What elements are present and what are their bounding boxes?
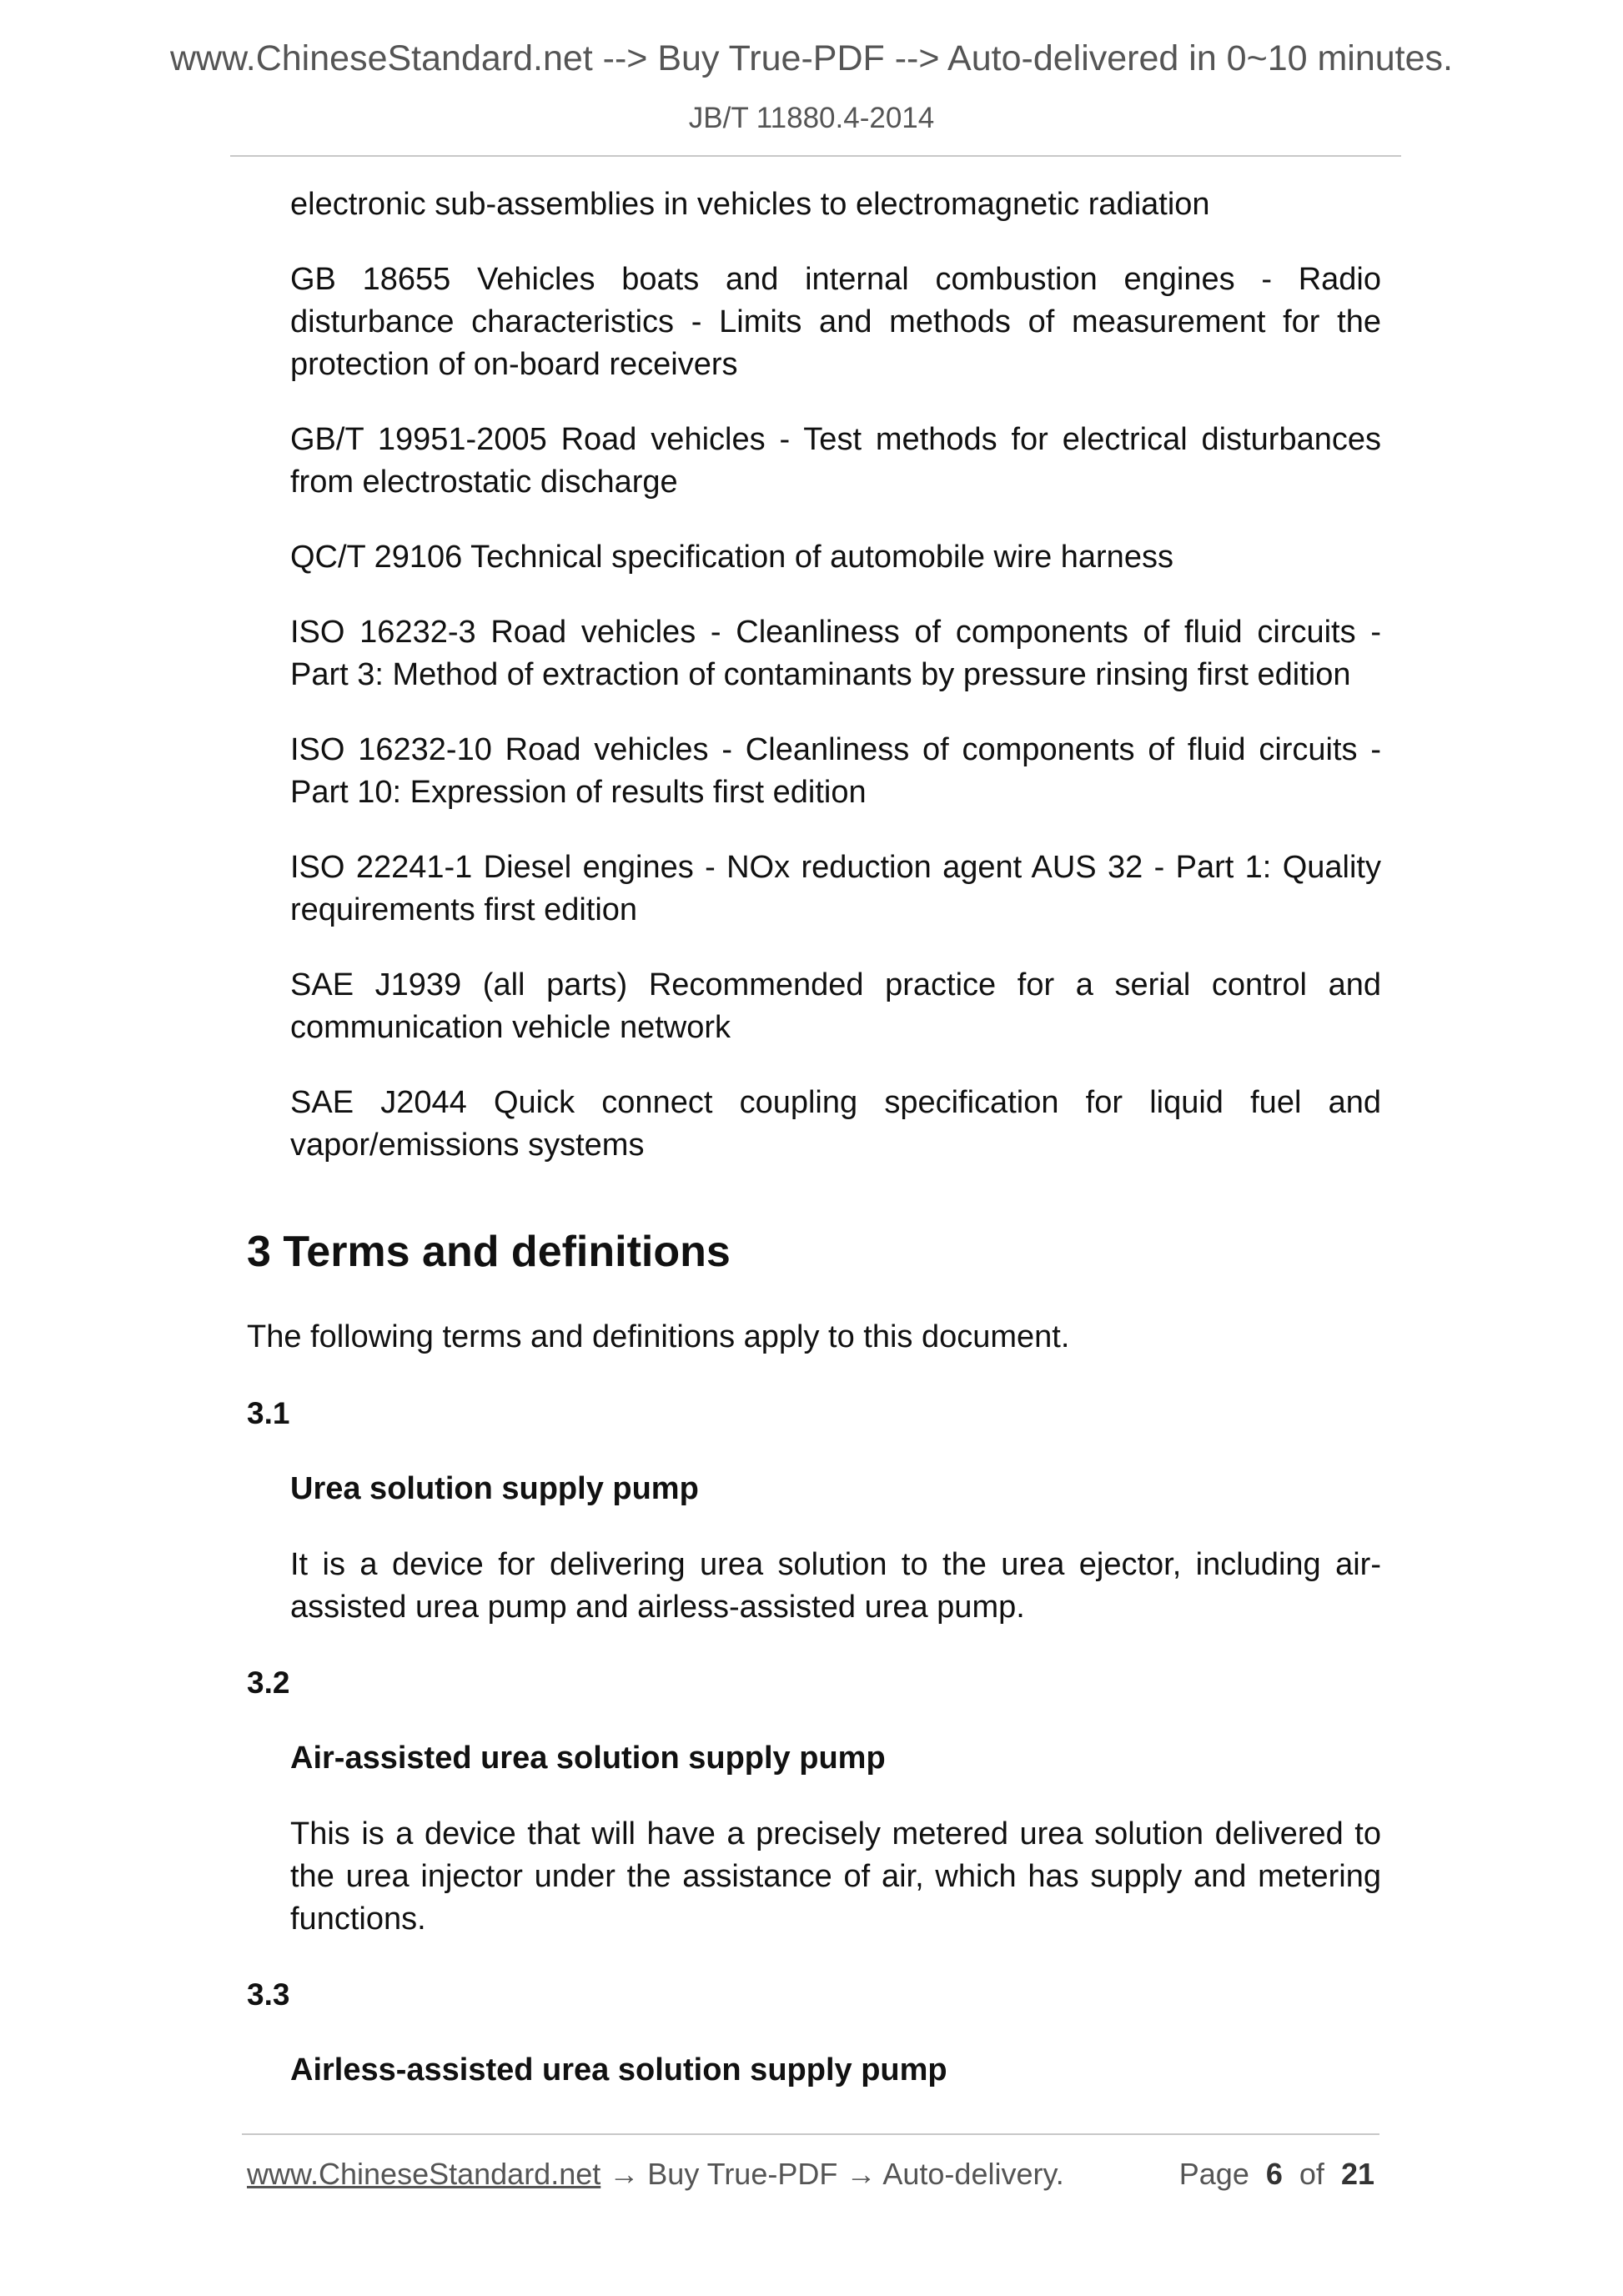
page-indicator bbox=[1179, 2153, 1374, 2195]
page-number: 6 bbox=[1265, 2157, 1283, 2191]
arrow-right-icon: → bbox=[609, 2157, 640, 2191]
section-heading: 3 Terms and definitions bbox=[247, 1228, 731, 1276]
footer-divider bbox=[242, 2133, 1379, 2135]
site-banner: www.ChineseStandard.net --> Buy True-PDF --> Auto-delivered in 0~10 minutes. bbox=[169, 38, 1453, 78]
reference-item: GB 18655 Vehicles boats and internal combustion engines - Radio disturbance characteristics - Limits and methods of measurement for the protection of on-board receivers bbox=[290, 262, 1381, 382]
site-link[interactable]: www.ChineseStandard.net bbox=[247, 2157, 601, 2191]
delivery-text: Auto-delivery. bbox=[882, 2157, 1064, 2191]
header-divider bbox=[230, 155, 1401, 157]
term-definition: This is a device that will have a precisely metered urea solution delivered to the urea injector under the assistance of air, which has supply and metering functions. bbox=[290, 1816, 1381, 1937]
standard-code: JB/T 11880.4-2014 bbox=[688, 102, 935, 134]
footer-promo bbox=[247, 2153, 1064, 2195]
reference-item: GB/T 19951-2005 Road vehicles - Test methods for electrical disturbances from electrostatic discharge bbox=[290, 422, 1381, 500]
term-name: Urea solution supply pump bbox=[290, 1471, 699, 1506]
of-label: of bbox=[1299, 2157, 1324, 2191]
reference-item: SAE J2044 Quick connect coupling specification for liquid fuel and vapor/emissions systems bbox=[290, 1085, 1381, 1163]
term-number: 3.2 bbox=[247, 1665, 290, 1700]
reference-item: ISO 16232-3 Road vehicles - Cleanliness of components of fluid circuits - Part 3: Method of extraction of contaminants by pressure rinsing first edition bbox=[290, 615, 1381, 692]
reference-item: electronic sub-assemblies in vehicles to electromagnetic radiation bbox=[290, 187, 1210, 222]
reference-item: ISO 22241-1 Diesel engines - NOx reduction agent AUS 32 - Part 1: Quality requirements first edition bbox=[290, 850, 1381, 927]
page-total: 21 bbox=[1340, 2157, 1374, 2191]
reference-item: SAE J1939 (all parts) Recommended practice for a serial control and communication vehicle network bbox=[290, 967, 1381, 1045]
term-name: Airless-assisted urea solution supply pump bbox=[290, 2052, 947, 2088]
section-intro: The following terms and definitions apply to this document. bbox=[247, 1319, 1070, 1354]
arrow-right-icon: → bbox=[846, 2157, 877, 2191]
term-number: 3.1 bbox=[247, 1396, 290, 1430]
page-content bbox=[247, 183, 1389, 2125]
term-number: 3.3 bbox=[247, 1977, 290, 2012]
reference-item: ISO 16232-10 Road vehicles - Cleanliness of components of fluid circuits - Part 10: Expression of results first edition bbox=[290, 732, 1381, 810]
term-name: Air-assisted urea solution supply pump bbox=[290, 1741, 886, 1776]
buy-text: Buy True-PDF bbox=[647, 2157, 838, 2191]
reference-item: QC/T 29106 Technical specification of automobile wire harness bbox=[290, 540, 1173, 575]
page-footer bbox=[247, 2153, 1381, 2195]
page-label: Page bbox=[1178, 2157, 1249, 2191]
term-definition: It is a device for delivering urea solution to the urea ejector, including air-assisted urea pump and airless-assisted urea pump. bbox=[290, 1547, 1381, 1625]
